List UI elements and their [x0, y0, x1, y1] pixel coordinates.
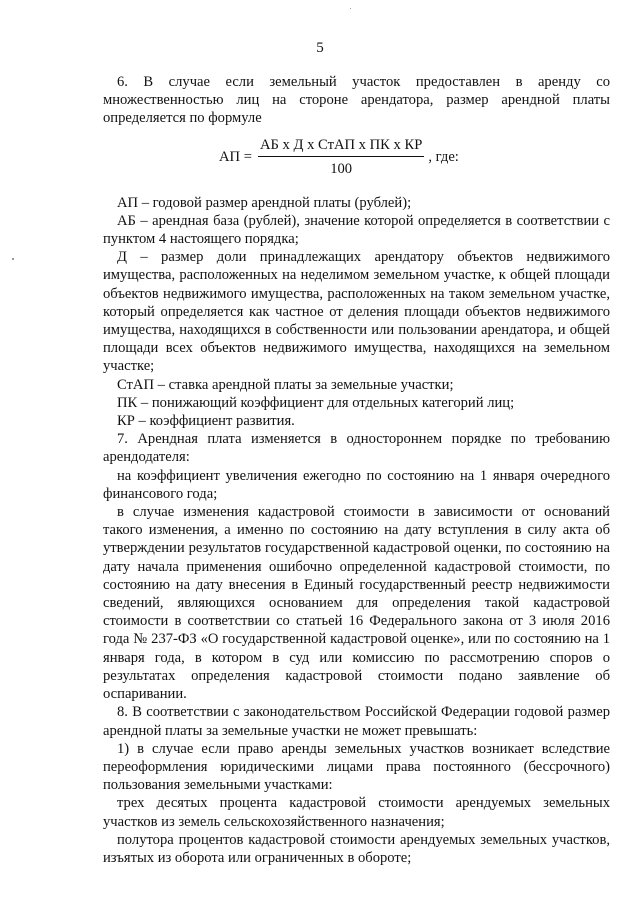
formula-numerator: АБ х Д х СтАП х ПК х КР	[258, 136, 424, 157]
rent-formula	[219, 136, 459, 178]
formula-lhs: АП =	[219, 148, 252, 165]
definition-d: Д – размер доли принадлежащих арендатору объектов недвижимого имущества, расположенных на неделимом земельном участке, к общей площади объектов недвижимого имущества, расположенных на таком земельном участке, который определяется как частное от деления площади объектов недвижимого имущества, находящихся в собственности или пользовании арендатора, и общей площади всех объектов недвижимого имущества, находящихся на земельном участке;	[103, 249, 610, 375]
scan-speck	[12, 258, 14, 260]
formula-denominator: 100	[330, 160, 353, 177]
paragraph-7-item-1: на коэффициент увеличения ежегодно по состоянию на 1 января очередного финансового года;	[103, 467, 610, 502]
paragraph-8: 8. В соответствии с законодательством Российской Федерации годовой размер арендной платы за земельные участки не может превышать:	[103, 704, 610, 739]
definition-pk: ПК – понижающий коэффициент для отдельных категорий лиц;	[117, 394, 515, 411]
paragraph-8-item-1: 1) в случае если право аренды земельных участков возникает вследствие переоформления юридическими лицами права постоянного (бессрочного) пользования земельными участками:	[103, 740, 610, 794]
scan-speck	[350, 8, 351, 9]
document-body	[103, 73, 610, 867]
paragraph-8-item-2: трех десятых процента кадастровой стоимости арендуемых земельных участков из земель сельскохозяйственного назначения;	[103, 795, 610, 830]
paragraph-7-item-2: в случае изменения кадастровой стоимости в зависимости от оснований такого изменения, а именно по состоянию на дату вступления в силу акта об утверждении результатов государственной кадастровой оценки, по состоянию на дату начала применения ошибочно определенной кадастровой стоимости, по состоянию на дату внесения в Единый государственный реестр недвижимости сведений, являющихся основанием для определения такой кадастровой стоимости в соответствии со статьей 16 Федерального закона от 3 июля 2016 года № 237-ФЗ «О государственной кадастровой оценке», или по состоянию на 1 января года, в котором в суд или комиссию по рассмотрению споров о результатах определения кадастровой стоимости подано заявление об оспаривании.	[103, 504, 610, 703]
definition-ab: АБ – арендная база (рублей), значение которой определяется в соответствии с пунктом 4 настоящего порядка;	[103, 212, 610, 248]
formula-fraction	[258, 136, 424, 178]
paragraph-7: 7. Арендная плата изменяется в одностороннем порядке по требованию арендодателя:	[103, 431, 610, 466]
page-number: 5	[316, 40, 324, 56]
paragraph-8-item-3: полутора процентов кадастровой стоимости арендуемых земельных участков, изъятых из оборота или ограниченных в обороте;	[103, 831, 610, 866]
formula-suffix: , где:	[428, 148, 459, 165]
definition-ap: АП – годовой размер арендной платы (рублей);	[117, 194, 412, 211]
definition-stap: СтАП – ставка арендной платы за земельные участки;	[117, 376, 454, 393]
paragraph-6: 6. В случае если земельный участок предоставлен в аренду со множественностью лиц на стороне арендатора, размер арендной платы определяется по формуле	[103, 74, 610, 127]
definition-kr: КР – коэффициент развития.	[117, 413, 295, 430]
formula-block	[103, 128, 610, 194]
